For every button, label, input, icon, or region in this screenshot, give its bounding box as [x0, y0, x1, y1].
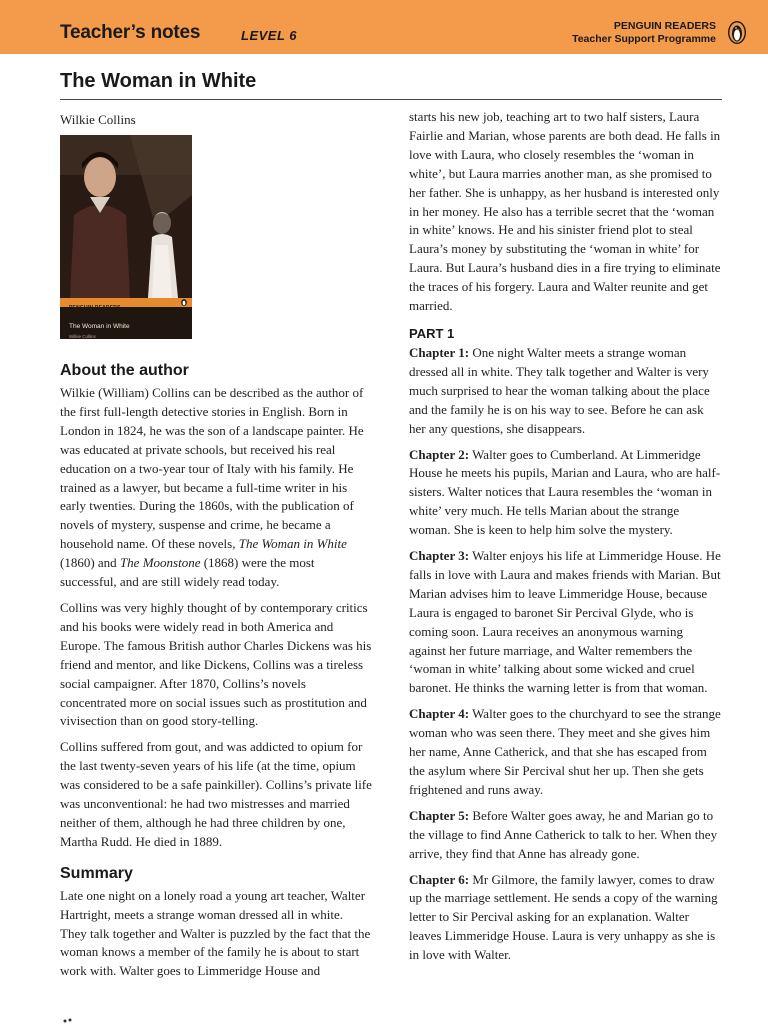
- chapter-label: Chapter 6:: [409, 871, 470, 887]
- chapter-5: [409, 807, 722, 864]
- summary-paragraph: Late one night on a lonely road a young art teacher, Walter Hartright, meets a strange woman dressed all in white. They talk together and Walter is puzzled by the fact that the woman knows a member of the family he is about to start work with. Walter goes to Limmeridge House and: [60, 887, 371, 979]
- book-author: Wilkie Collins: [60, 112, 136, 127]
- chapter-1: [409, 344, 722, 439]
- about-p1-title1: The Woman in White: [238, 536, 347, 552]
- about-p1-text: Wilkie (William) Collins can be described as the author of the first full-length detective stories in English. Born in London in 1824, he was the son of a landscape painter. He was educated at private schools, but received his real education on a two-year tour of Italy with his family. He trained as a lawyer, but became a full-time writer in his early twenties. During the 1860s, with the publication of novels of mystery, suspense and crime, he became a household name. Of these novels,: [60, 385, 364, 552]
- cover-author: Wilkie Collins: [69, 334, 96, 339]
- chapter-text: One night Walter meets a strange woman dressed all in white. They talk together and Walter is very much surprised to hear the woman talking about the place and the family he is on his way to see. Before he can ask her any questions, she disappears.: [409, 344, 710, 436]
- penguin-icon: [727, 20, 747, 45]
- about-p1-title2: The Moonstone: [119, 555, 201, 571]
- header-title: Teacher’s notes: [60, 22, 201, 43]
- chapter-text: Before Walter goes away, he and Marian go to the village to find Anne Catherick to talk to her. When they arrive, they find that Anne has already gone.: [409, 807, 718, 861]
- chapter-text: Mr Gilmore, the family lawyer, comes to draw up the marriage settlement. He sends a copy of the warning letter to Sir Percival asking for an explanation. Walter leaves Limmeridge House. Laura is very unhappy as she is in love with Walter.: [409, 871, 718, 963]
- summary-paragraph-continued: starts his new job, teaching art to two half sisters, Laura Fairlie and Marian, whose parents are both dead. He falls in love with Laura, who closely resembles the ‘woman in white’, but Laura marries another man, as she promised to her father. She is unhappy, as her husband is interested only in her money. He also has a terrible secret that the ‘woman in white’ knows. He and his sinister friend plot to steal Laura’s money by substituting the ‘woman in white’ for Laura. But Laura’s husband dies in a fire trying to eliminate the traces of his forgery. Laura and Walter reunite and get married.: [409, 109, 721, 314]
- chapter-text: Walter goes to the churchyard to see the strange woman who was seen there. They meet and she gives him her name, Anne Catherick, and that she has escaped from the asylum where Sir Percival shut her up. Then she gets frightened and runs away.: [409, 706, 721, 797]
- cover-illustration: [60, 135, 192, 298]
- about-paragraph-1: [60, 384, 372, 592]
- about-p1-mid: (1860) and: [60, 555, 120, 571]
- chapter-text: Walter enjoys his life at Limmeridge House. He falls in love with Laura and makes friends with Marian. But Marian advises him to leave Limmeridge House, because Laura is engaged to baronet Sir Percival Glyde, who is coming soon. Laura receives an anonymous warning against her future marriage, and Walter remembers the ‘woman in white’ talking about some wicked and cruel baronet. He thinks the warning letter is from that woman.: [409, 548, 721, 696]
- part-heading: PART 1: [409, 325, 455, 341]
- chapter-label: Chapter 5:: [409, 807, 470, 823]
- right-column: [409, 108, 722, 972]
- chapter-6: [409, 871, 722, 966]
- chapter-label: Chapter 2:: [409, 446, 470, 462]
- brand-line-1: PENGUIN READERS: [613, 20, 716, 32]
- left-column: [60, 111, 372, 988]
- summary-heading: Summary: [60, 864, 133, 882]
- level-label: LEVEL 6: [241, 28, 298, 43]
- chapter-3: [409, 547, 722, 698]
- about-heading: About the author: [60, 362, 189, 379]
- cover-penguin-icon: [181, 299, 187, 306]
- about-p1-end: (1868) were the most successful, and are still widely read today.: [60, 555, 315, 590]
- book-title: The Woman in White: [60, 70, 257, 92]
- about-paragraph-2: Collins was very highly thought of by contemporary critics and his books were widely read in both America and Europe. The famous British author Charles Dickens was his friend and mentor, and like Dickens, Collins was a tireless social campaigner. After 1870, Collins’s novels concentrated more on social issues such as prostitution and vivisection than on good story-telling.: [60, 599, 372, 729]
- cover-brand: PENGUIN READERS: [69, 305, 121, 311]
- chapter-4: [409, 705, 722, 800]
- chapter-text: Walter goes to Cumberland. At Limmeridge House he meets his pupils, Marian and Laura, who are half-sisters. Walter notices that Laura resembles the ‘woman in white’ very much. He tells Marian about the strange woman. She is keen to help him solve the mystery.: [409, 446, 721, 538]
- about-paragraph-3: Collins suffered from gout, and was addicted to opium for the last twenty-seven years of his life (at the time, opium was considered to be a safe painkiller). Collins’s private life was unconventional: he had two mistresses and married neither of them, although he had three children by one, Martha Rudd. He died in 1889.: [60, 739, 372, 849]
- chapter-label: Chapter 1:: [409, 344, 470, 360]
- chapter-label: Chapter 4:: [409, 706, 470, 722]
- chapter-label: Chapter 3:: [409, 548, 470, 564]
- page-corner-mark: [62, 1016, 74, 1024]
- brand-text: [572, 20, 716, 46]
- chapter-2: [409, 446, 722, 541]
- title-rule: [60, 99, 722, 100]
- cover-title: The Woman in White: [69, 323, 130, 330]
- header-band: [0, 0, 768, 54]
- brand-line-2: Teacher Support Programme: [572, 33, 716, 45]
- book-cover-image: [60, 135, 192, 339]
